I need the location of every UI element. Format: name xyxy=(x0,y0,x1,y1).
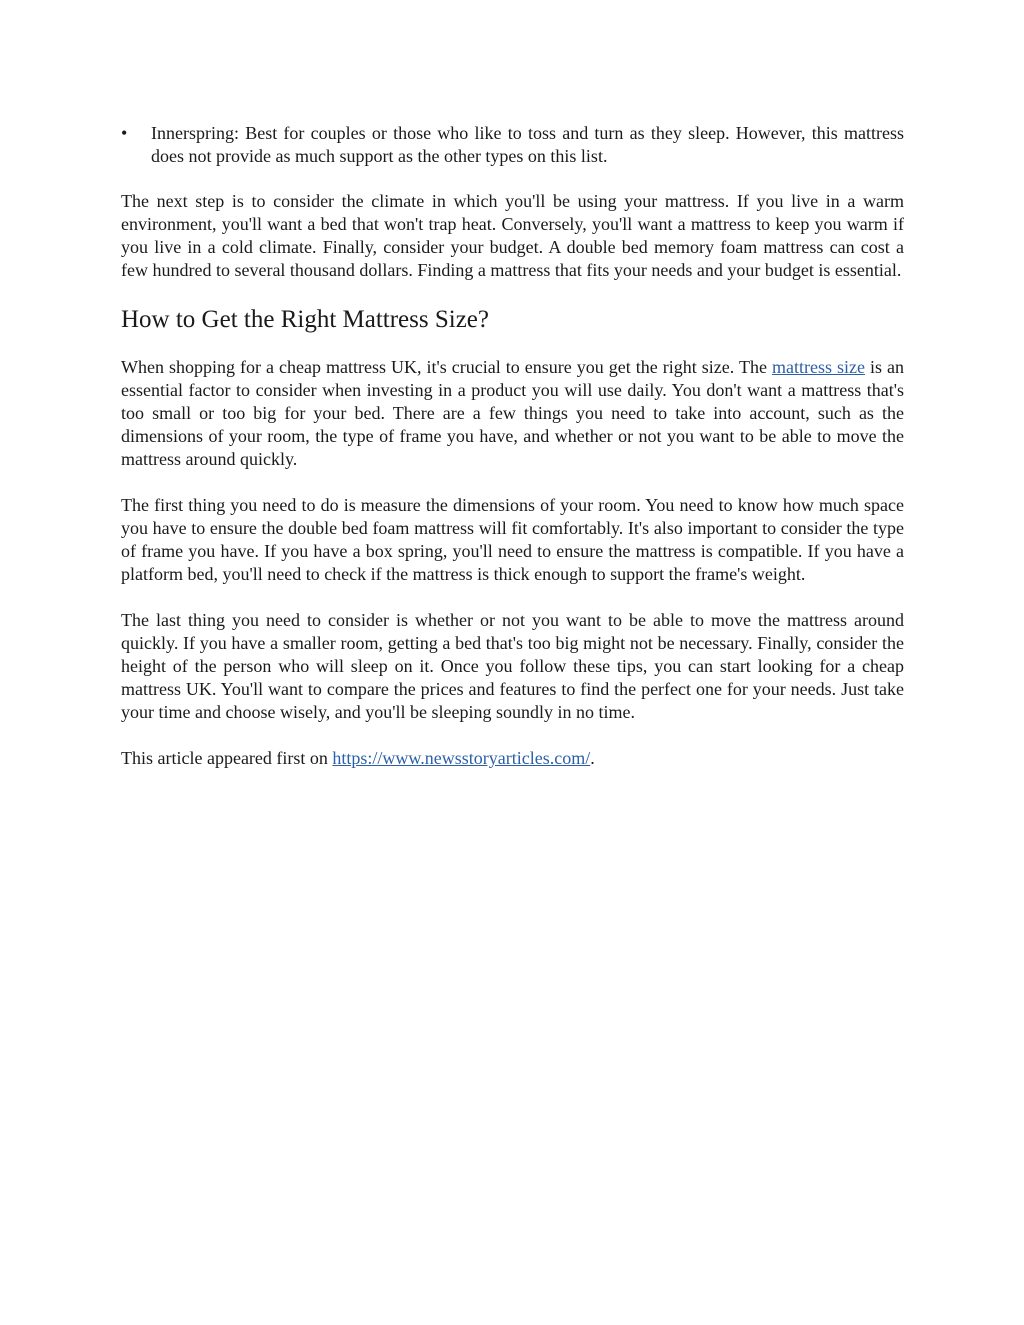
paragraph-text: This article appeared first on xyxy=(121,748,333,768)
mattress-size-link[interactable]: mattress size xyxy=(771,357,865,377)
paragraph-measure: The first thing you need to do is measure the dimensions of your room. You need to know how much space you have to ensure the double bed foam mattress will fit comfortably. It's also important to consider the type of frame you have. If you have a box spring, you'll need to ensure the mattress is compatible. If you have a platform bed, you'll need to check if the mattress is thick enough to support the frame's weight. xyxy=(121,495,904,584)
document-page xyxy=(121,122,904,793)
paragraph-last: The last thing you need to consider is whether or not you want to be able to move the mattress around quickly. If you have a smaller room, getting a bed that's too big might not be necessary. Finally, consider the height of the person who will sleep on it. Once you follow these tips, you can start looking for a cheap mattress UK. You'll want to compare the prices and features to find the perfect one for your needs. Just take your time and choose wisely, and you'll be sleeping soundly in no time. xyxy=(121,610,904,722)
source-url-link[interactable]: https://www.newsstoryarticles.com/ xyxy=(332,748,591,768)
paragraph-text: . xyxy=(590,748,595,768)
paragraph-text: When shopping for a cheap mattress UK, it's crucial to ensure you get the right size. The xyxy=(121,357,772,377)
paragraph-climate: The next step is to consider the climate in which you'll be using your mattress. If you live in a warm environment, you'll want a bed that won't trap heat. Conversely, you'll want a mattress to keep you warm if you live in a cold climate. Finally, consider your budget. A double bed memory foam mattress can cost a few hundred to several thousand dollars. Finding a mattress that fits your needs and your budget is essential. xyxy=(121,191,904,280)
bullet-marker: • xyxy=(121,123,128,143)
bullet-text: Innerspring: Best for couples or those who like to toss and turn as they sleep. However, this mattress does not provide as much support as the other types on this list. xyxy=(151,123,904,166)
section-heading: How to Get the Right Mattress Size? xyxy=(121,306,489,333)
paragraph-source xyxy=(121,747,904,770)
paragraph-text: is an essential factor to consider when investing in a product you will use daily. You don't want a mattress that's too small or too big for your bed. There are a few things you need to take into account, such as the dimensions of your room, the type of frame you have, and whether or not you want to be able to move the mattress around quickly. xyxy=(121,357,904,469)
paragraph-size-intro xyxy=(121,356,904,471)
list-item xyxy=(121,122,904,168)
